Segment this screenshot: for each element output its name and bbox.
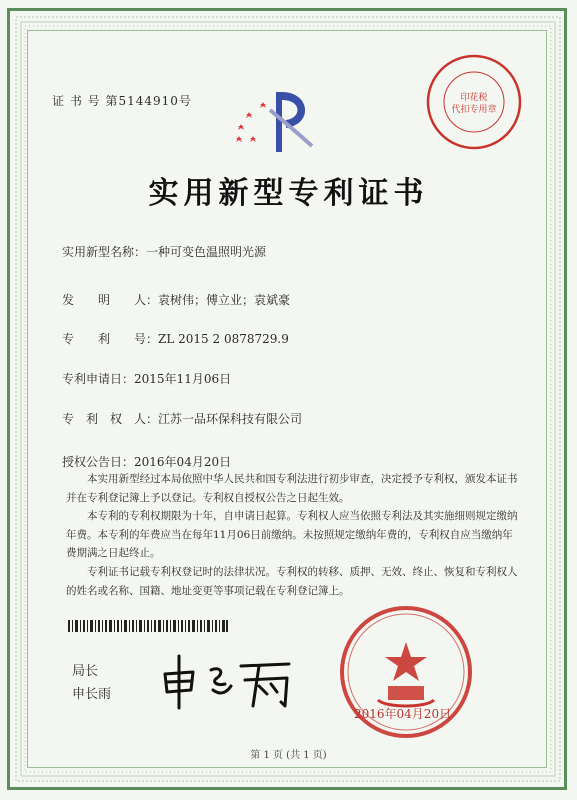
field-value: 一种可变色温照明光源 [146, 245, 267, 259]
field-value: 袁树伟；傅立业；袁斌豪 [158, 293, 291, 307]
field-label: 发 明 人： [62, 293, 159, 307]
director-signature [155, 646, 305, 716]
body-paragraph: 本实用新型经过本局依照中华人民共和国专利法进行初步审查，决定授予专利权，颁发本证书并在专利登记簿上予以登记。专利权自授权公告之日起生效。 [66, 473, 518, 504]
body-paragraph: 专利证书记载专利权登记时的法律状况。专利权的转移、质押、无效、终止、恢复和专利权人的姓名或名称、国籍、地址变更等事项记载在专利登记簿上。 [66, 565, 518, 597]
svg-text:印花税: 印花税 [460, 93, 488, 103]
field-application-date [62, 370, 231, 387]
agency-stamp [424, 52, 524, 152]
director-title: 局长 [72, 664, 99, 679]
body-paragraph: 本专利的专利权期限为十年，自申请日起算。专利权人应当依照专利法及其实施细则规定缴纳年费。本专利的年费应当在每年11月06日前缴纳。未按照规定缴纳年费的，专利权自应当缴纳年费期满之日起终止。 [66, 510, 518, 560]
field-value: 2016年04月20日 [134, 455, 232, 469]
field-utility-model-name [62, 243, 266, 260]
seal-date: 2016年04月20日 [354, 707, 452, 721]
field-value: 2015年11月06日 [134, 372, 232, 386]
field-value: 江苏一品环保科技有限公司 [158, 412, 303, 426]
page-footer: 第 1 页 (共 1 页) [250, 750, 327, 761]
barcode [68, 620, 228, 632]
certificate-number: 证 书 号 第5144910号 [52, 94, 192, 108]
field-label: 实用新型名称： [62, 245, 147, 259]
field-label: 专 利 权 人： [62, 412, 159, 426]
patent-office-logo [230, 80, 340, 160]
field-patent-number [62, 330, 289, 347]
field-inventors [62, 291, 290, 308]
field-grant-announcement-date [62, 453, 231, 470]
field-value: ZL 2015 2 0878729.9 [158, 332, 289, 346]
field-label: 授权公告日： [62, 455, 135, 469]
certificate-title: 实用新型专利证书 [148, 176, 429, 211]
field-label: 专 利 号： [62, 332, 159, 346]
director-name: 申长雨 [72, 687, 112, 702]
field-patentee [62, 410, 302, 427]
certificate-body-text [66, 470, 518, 600]
field-label: 专利申请日： [62, 372, 135, 386]
svg-text:代扣专用章: 代扣专用章 [451, 105, 497, 115]
